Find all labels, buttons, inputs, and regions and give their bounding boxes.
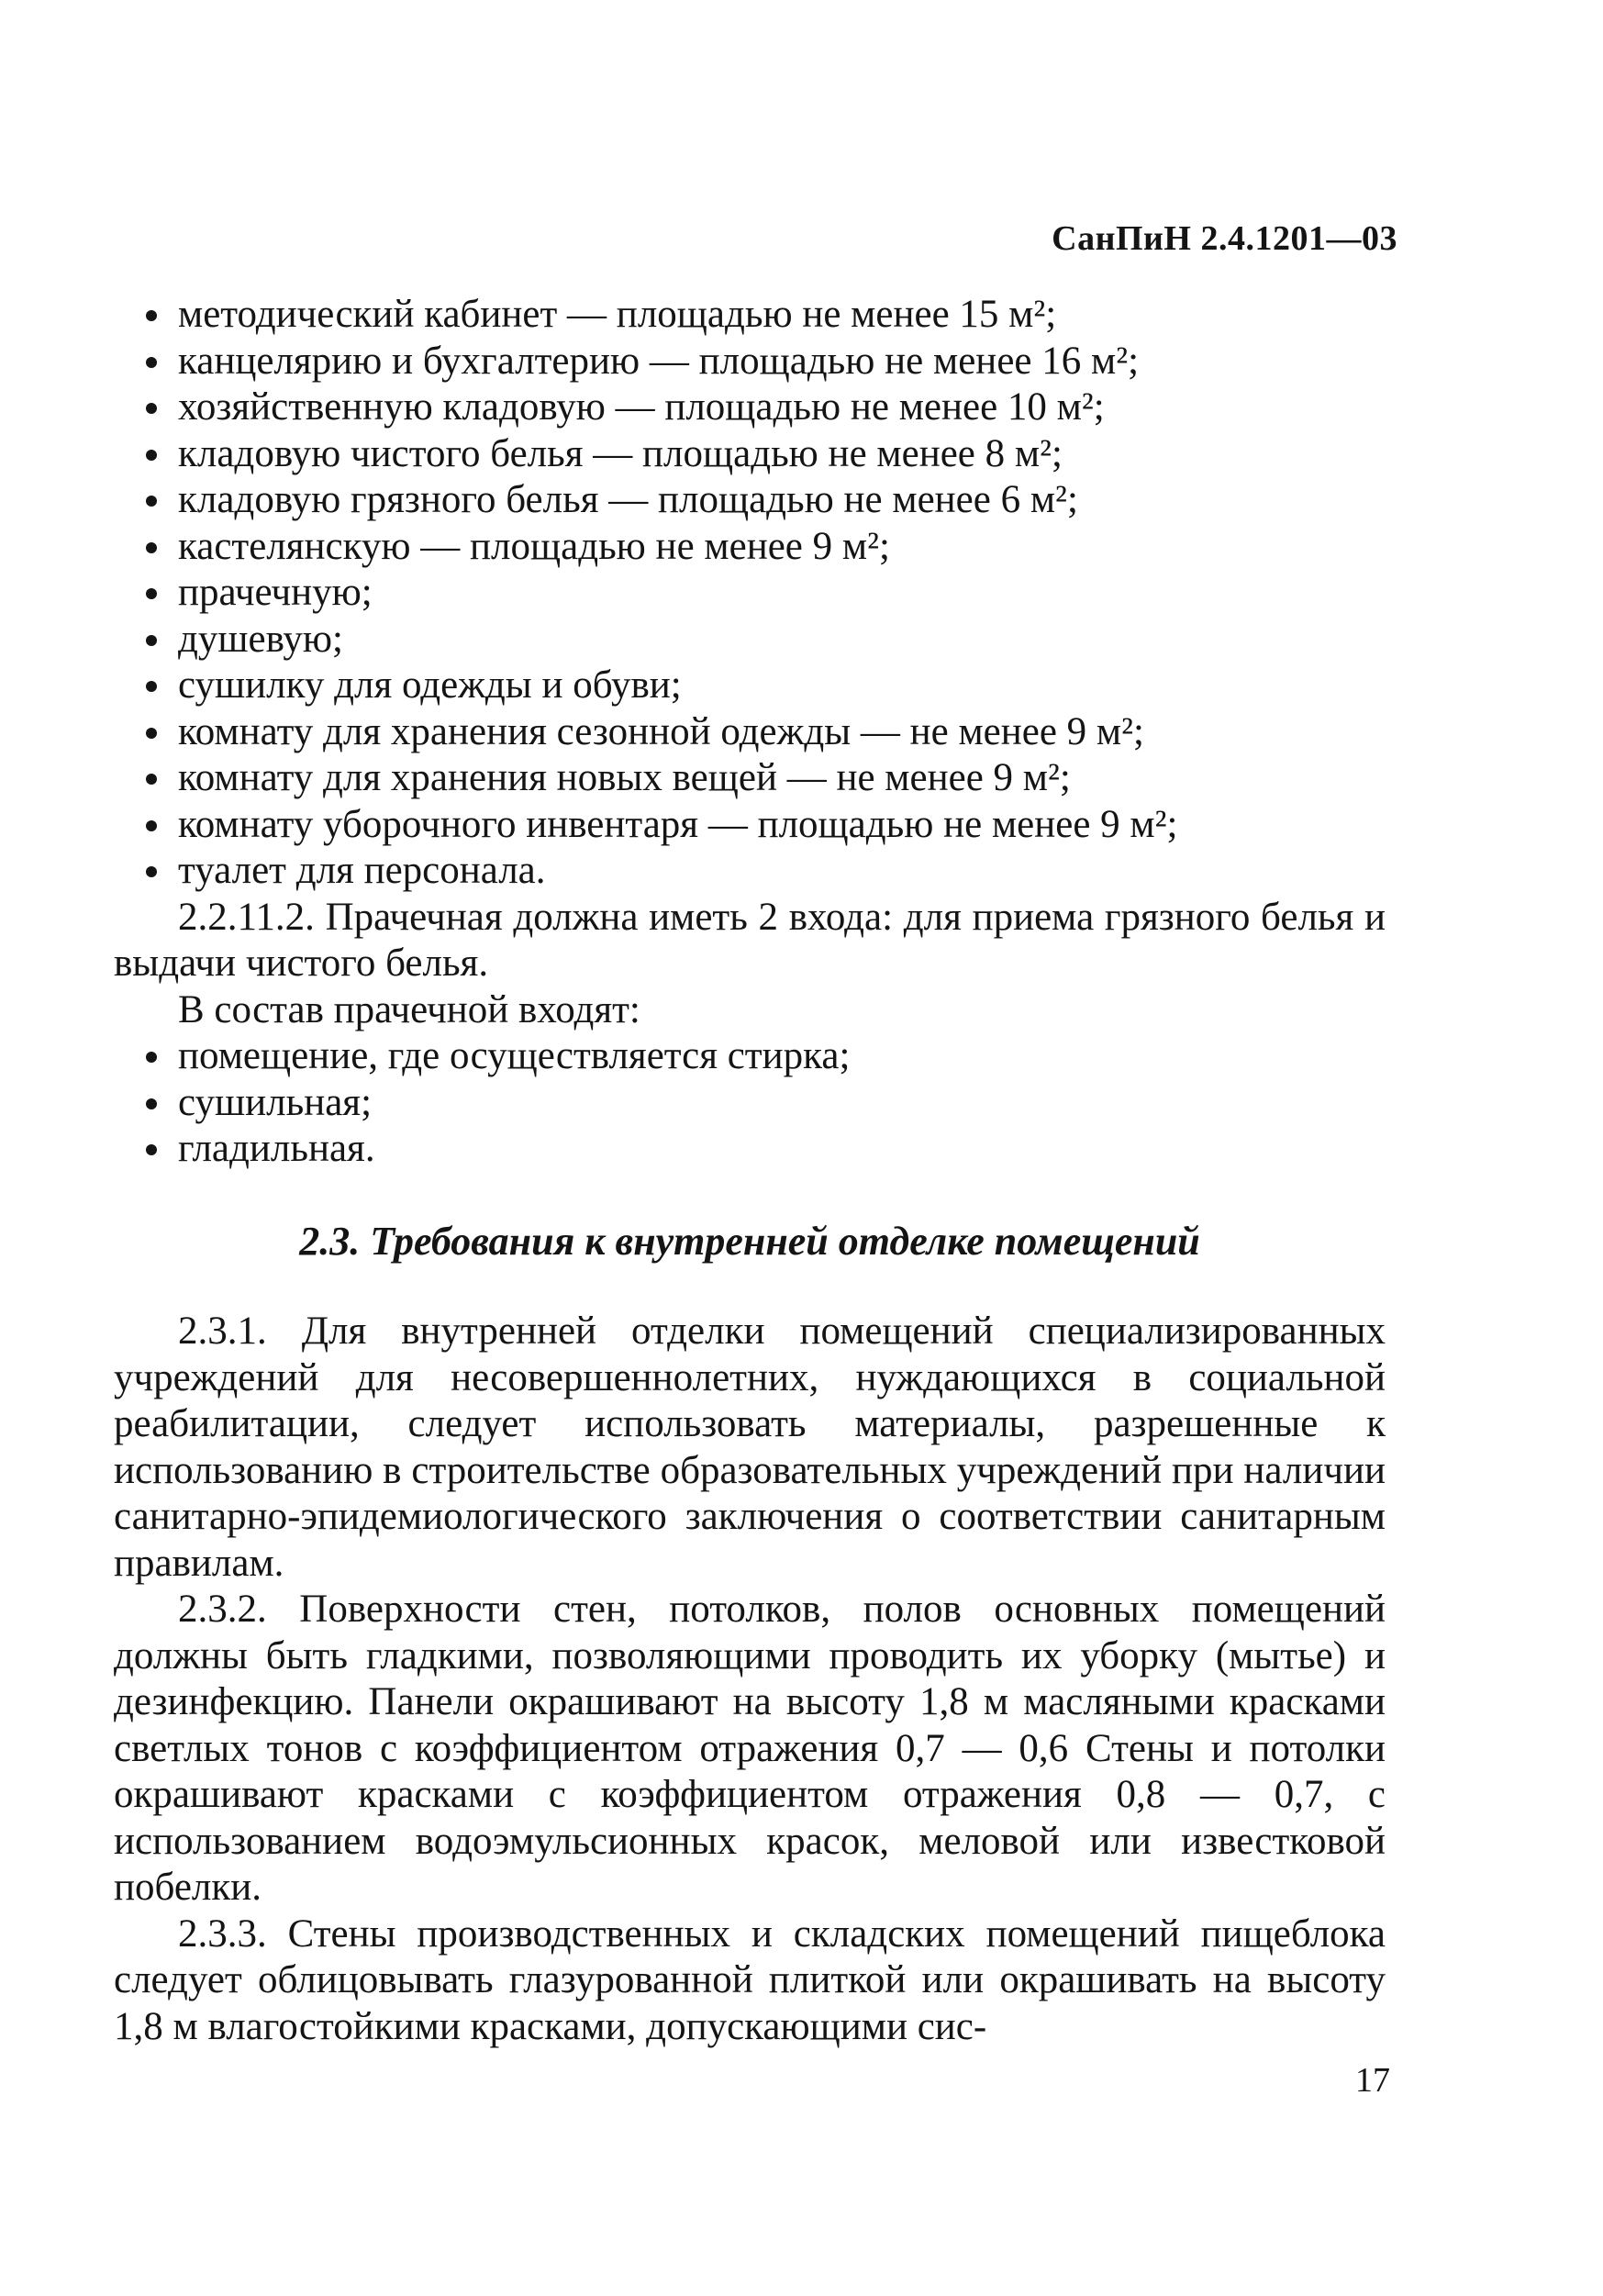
paragraph-2-3-1: 2.3.1. Для внутренней отделки помещений специализированных учреждений для несовершеннолетних, нуждающихся в социальной реабилитации, следует использовать материалы, разрешенные к использованию в строительстве образовательных учреждений при наличии санитарно-эпидемиологического заключения о соответствии санитарным правилам.: [114, 1310, 1386, 1585]
document-code-header: СанПиН 2.4.1201—03: [1052, 219, 1397, 258]
list-item: кладовую грязного белья — площадью не менее 6 м²;: [178, 478, 1078, 521]
list-item: душевую;: [178, 617, 343, 661]
paragraph-2-2-11-2: 2.2.11.2. Прачечная должна иметь 2 входа: для приема грязного белья и выдачи чистого белья.: [114, 895, 1386, 985]
list-item: туалет для персонала.: [178, 849, 546, 892]
paragraph-2-3-3: 2.3.3. Стены производственных и складских помещений пищеблока следует облицовывать глазурованной плиткой или окрашивать на высоту 1,8 м влагостойкими красками, допускающими сис-: [114, 1911, 1386, 2048]
list-item: кастелянскую — площадью не менее 9 м²;: [178, 524, 890, 568]
list-item: прачечную;: [178, 571, 373, 614]
list-item: сушильная;: [178, 1080, 373, 1124]
page-number: 17: [1355, 2061, 1390, 2100]
section-title: 2.3. Требования к внутренней отделке помещений: [299, 1218, 1200, 1264]
list-item: сушилку для одежды и обуви;: [178, 663, 682, 707]
list-item: методический кабинет — площадью не менее 15 м²;: [178, 293, 1057, 336]
list-item: гладильная.: [178, 1127, 375, 1170]
list-item: комнату для хранения новых вещей — не менее 9 м²;: [178, 756, 1071, 799]
list-item: хозяйственную кладовую — площадью не менее 10 м²;: [178, 385, 1105, 429]
list-item: комнату для хранения сезонной одежды — не менее 9 м²;: [178, 709, 1144, 753]
laundry-list: [114, 1033, 1386, 1173]
laundry-intro: В состав прачечной входят:: [178, 987, 640, 1031]
page-content: [114, 292, 1386, 2050]
list-item: комнату уборочного инвентаря — площадью не менее 9 м²;: [178, 802, 1178, 846]
list-item: помещение, где осуществляется стирка;: [178, 1034, 851, 1077]
list-item: кладовую чистого белья — площадью не менее 8 м²;: [178, 431, 1063, 475]
rooms-list: [114, 292, 1386, 895]
list-item: канцелярию и бухгалтерию — площадью не менее 16 м²;: [178, 339, 1140, 383]
paragraph-2-3-2: 2.3.2. Поверхности стен, потолков, полов основных помещений должны быть гладкими, позволяющими проводить их уборку (мытье) и дезинфекцию. Панели окрашивают на высоту 1,8 м масляными красками светлых тонов с коэффициентом отражения 0,7 — 0,6 Стены и потолки окрашивают красками с коэффициентом отражения 0,8 — 0,7, с использованием водоэмульсионных красок, меловой или известковой побелки.: [114, 1588, 1386, 1909]
